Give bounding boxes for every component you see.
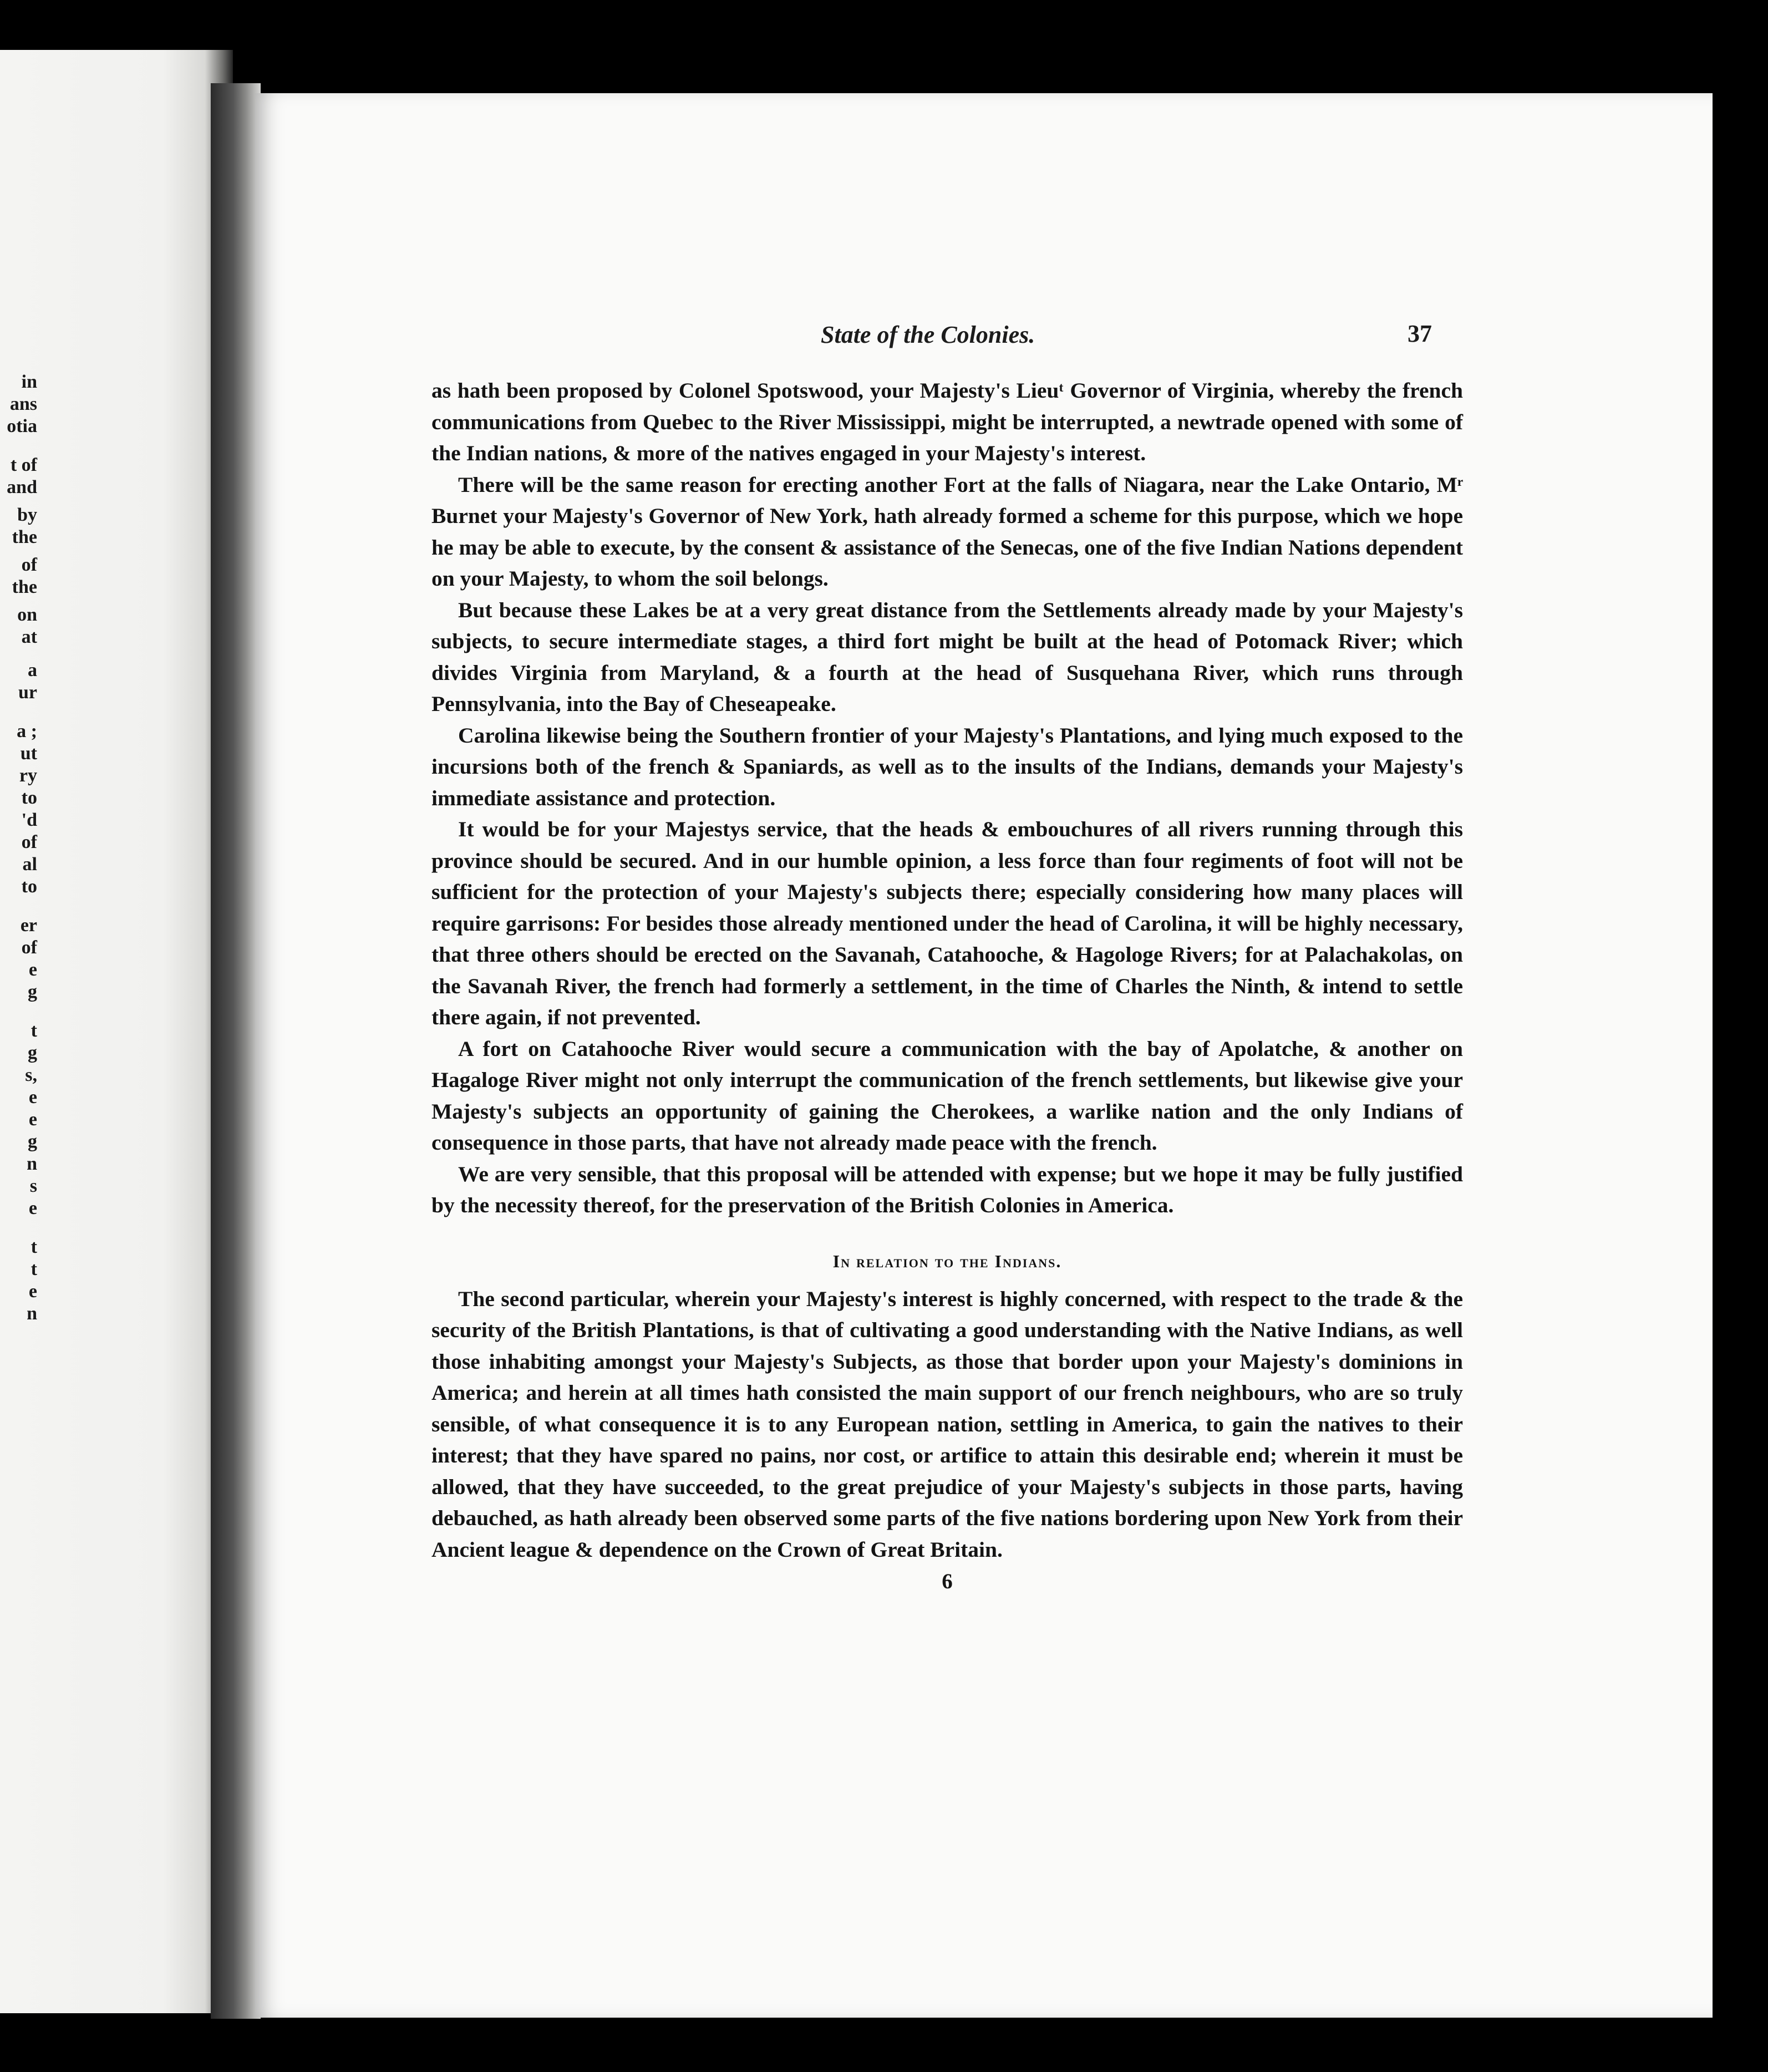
previous-page-fragment: e xyxy=(28,1109,37,1130)
book-gutter xyxy=(211,83,261,2019)
previous-page-fragment: e xyxy=(28,959,37,980)
running-header xyxy=(255,321,1713,359)
previous-page-fragment: t xyxy=(31,1020,37,1041)
previous-page-fragment: s xyxy=(29,1176,37,1196)
previous-page-fragment: e xyxy=(28,1087,37,1108)
previous-page-fragment: g xyxy=(28,1131,37,1152)
signature-mark: 6 xyxy=(942,1570,953,1593)
section-paragraph: The second particular, wherein your Majesty's interest is highly concerned, with respect to the trade & the security of the British Plantations, is that of cultivating a good understanding with the Native Indians, as well those inhabiting amongst your Majesty's Subjects, as those that border upon your Majesty's dominions in America; and herein at all times hath consisted the main support of our french neighbours, who are so truly sensible, of what consequence it is to any European nation, settling in America, to gain the natives to their interest; that they have spared no pains, nor cost, or artifice to attain this desirable end; wherein it must be allowed, that they have succeeded, to the great prejudice of your Majesty's subjects in those parts, having debauched, as hath already been observed some parts of the five nations bordering upon New York from their Ancient league & dependence on the Crown of Great Britain. xyxy=(431,1286,1463,1562)
previous-page-fragment: g xyxy=(28,982,37,1002)
body-text xyxy=(431,375,1463,1598)
previous-page-fragment: ur xyxy=(18,682,37,703)
previous-page-fragment: e xyxy=(28,1281,37,1302)
previous-page-fragment: al xyxy=(22,854,37,875)
previous-page-fragment: otia xyxy=(7,416,37,436)
paragraph: There will be the same reason for erecting another Fort at the falls of Niagara, near the Lake Ontario, Mʳ Burnet your Majesty's Governor of New York, hath already formed a scheme for this purpose, which we hope he may be able to execute, by the consent & assistance of the Senecas, one of the five Indian Nations dependent on your Majesty, to whom the soil belongs. xyxy=(431,472,1463,591)
previous-page-fragment: and xyxy=(7,477,37,497)
previous-page-fragment: of xyxy=(21,555,37,575)
book-page xyxy=(255,93,1713,2018)
section-heading: In relation to the Indians. xyxy=(832,1251,1062,1271)
previous-page-fragment: by xyxy=(17,505,37,525)
previous-page-fragment: ry xyxy=(19,765,37,786)
paragraph: It would be for your Majestys service, that the heads & embouchures of all rivers running through this province should be secured. And in our humble opinion, a less force than four regiments of foot will not be sufficient for the protection of your Majesty's subjects there; especially considering how many places will require garrisons: For besides those already mentioned under the head of Carolina, it will be highly necessary, that three others should be erected on the Savanah, Catahooche, & Hagologe Rivers; for at Palachakolas, on the Savanah River, the french had formerly a settlement, in the time of Charles the Ninth, & intend to settle there again, if not prevented. xyxy=(431,817,1463,1029)
previous-page-fragment: to xyxy=(21,876,37,897)
previous-page-fragment: n xyxy=(27,1303,37,1324)
previous-page-fragment: of xyxy=(21,832,37,852)
previous-page-fragment: on xyxy=(17,605,37,625)
page-number: 37 xyxy=(1408,320,1432,347)
paragraph: A fort on Catahooche River would secure a communication with the bay of Apolatche, & another on Hagaloge River might not only interrupt the communication of the french settlements, but likewise give your Majesty's subjects an opportunity of gaining the Cherokees, a warlike nation and the only Indians of consequence in those parts, that have not already made peace with the french. xyxy=(431,1036,1463,1155)
paragraph: We are very sensible, that this proposal will be attended with expense; but we hope it may be fully justified by the necessity thereof, for the preservation of the British Colonies in America. xyxy=(431,1161,1463,1217)
previous-page-fragment: a xyxy=(28,660,37,680)
previous-page-fragment: in xyxy=(21,372,37,392)
previous-page-fragment: a ; xyxy=(17,721,37,742)
previous-page-fragment: ans xyxy=(9,394,37,414)
previous-page-fragment: er xyxy=(20,915,37,936)
previous-page-fragment: 'd xyxy=(21,810,37,830)
previous-page-fragment: of xyxy=(21,937,37,958)
previous-page-fragment: the xyxy=(12,577,37,597)
previous-page-fragment: g xyxy=(28,1043,37,1063)
previous-page-fragment: s, xyxy=(25,1065,37,1085)
paragraph: But because these Lakes be at a very great distance from the Settlements already made by your Majesty's subjects, to secure intermediate stages, a third fort might be built at the head of Potomack River; which divides Virginia from Maryland, & a fourth at the head of Susquehana River, which runs through Pennsylvania, into the Bay of Cheseapeake. xyxy=(431,597,1463,716)
previous-page-fragment: e xyxy=(28,1198,37,1218)
previous-page-fragment: t of xyxy=(10,455,37,475)
previous-page-fragment: at xyxy=(21,627,37,647)
previous-page-fragment: ut xyxy=(20,743,37,764)
previous-page-fragment: t xyxy=(31,1259,37,1279)
previous-page-fragment: n xyxy=(27,1154,37,1174)
previous-page-edge xyxy=(0,50,233,2013)
paragraph: Carolina likewise being the Southern frontier of your Majesty's Plantations, and lying much exposed to the incursions both of the french & Spaniards, as well as to the insults of the Indians, demands your Majesty's immediate assistance and protection. xyxy=(431,723,1463,810)
previous-page-fragment: the xyxy=(12,527,37,547)
running-title: State of the Colonies. xyxy=(821,321,1035,348)
paragraph-continuation: as hath been proposed by Colonel Spotswood, your Majesty's Lieuᵗ Governor of Virginia, whereby the french communications from Quebec to the River Mississippi, might be interrupted, a newtrade opened with some of the Indian nations, & more of the natives engaged in your Majesty's interest. xyxy=(431,378,1463,465)
previous-page-fragment: to xyxy=(21,788,37,808)
previous-page-fragment: t xyxy=(31,1237,37,1257)
